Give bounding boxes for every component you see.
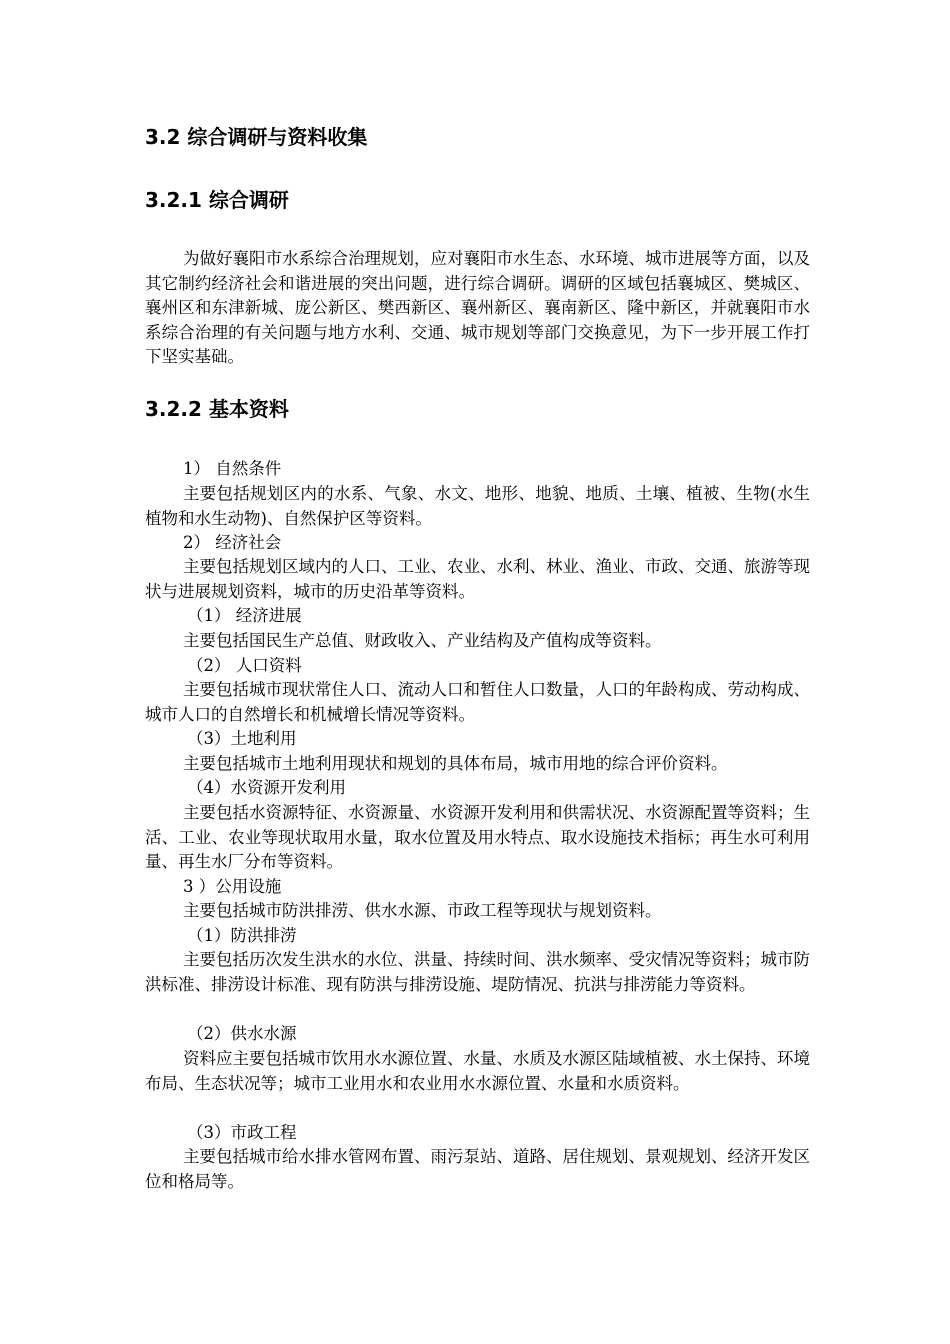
item-label: （1）防洪排涝 [187, 926, 297, 945]
item-text: 主要包括城市防洪排涝、供水水源、市政工程等现状与规划资料。 [183, 901, 662, 920]
subsection-heading-2: 3.2.2 基本资料 [145, 397, 289, 421]
section-heading: 3.2 综合调研与资料收集 [145, 125, 368, 149]
subsection-heading-1: 3.2.1 综合调研 [145, 188, 289, 212]
survey-paragraph: 为做好襄阳市水系综合治理规划，应对襄阳市水生态、水环境、城市进展等方面，以及其它制约经济社会和谐进展的突出问题，进行综合调研。调研的区域包括襄城区、樊城区、襄州区和东津新城、庞公新区、樊西新区、襄州新区、襄南新区、隆中新区，并就襄阳市水系综合治理的有关问题与地方水利、交通、城市规划等部门交换意见，为下一步开展工作打下坚实基础。 [145, 249, 810, 366]
item-text: 主要包括城市现状常住人口、流动人口和暂住人口数量，人口的年龄构成、劳动构成、城市人口的自然增长和机械增长情况等资料。 [145, 680, 810, 724]
item-text: 主要包括规划区域内的人口、工业、农业、水利、林业、渔业、市政、交通、旅游等现状与进展规划资料，城市的历史沿革等资料。 [145, 557, 810, 601]
item-label: （2）供水水源 [187, 1024, 297, 1043]
item-label: （3）土地利用 [187, 729, 297, 748]
item-text: 主要包括规划区内的水系、气象、水文、地形、地貌、地质、土壤、植被、生物(水生植物和水生动物)、自然保护区等资料。 [145, 484, 810, 528]
item-text: 主要包括历次发生洪水的水位、洪量、持续时间、洪水频率、受灾情况等资料；城市防洪标准、排涝设计标准、现有防洪与排涝设施、堤防情况、抗洪与排涝能力等资料。 [145, 950, 810, 994]
item-label: （3）市政工程 [187, 1123, 297, 1142]
item-label: 1） 自然条件 [183, 459, 282, 478]
item-text: 主要包括城市土地利用现状和规划的具体布局，城市用地的综合评价资料。 [183, 754, 728, 773]
item-text: 主要包括水资源特征、水资源量、水资源开发利用和供需状况、水资源配置等资料；生活、工业、农业等现状取用水量，取水位置及用水特点、取水设施技术指标；再生水可利用量、再生水厂分布等资料。 [145, 803, 810, 871]
item-text: 主要包括城市给水排水管网布置、雨污泵站、道路、居住规划、景观规划、经济开发区位和格局等。 [145, 1147, 810, 1191]
item-text: 资料应主要包括城市饮用水水源位置、水量、水质及水源区陆域植被、水土保持、环境布局、生态状况等；城市工业用水和农业用水水源位置、水量和水质资料。 [145, 1049, 810, 1093]
item-text: 主要包括国民生产总值、财政收入、产业结构及产值构成等资料。 [183, 631, 662, 650]
item-label: 2） 经济社会 [183, 533, 282, 552]
item-label: 3 ）公用设施 [183, 877, 282, 896]
item-label: （1） 经济进展 [187, 606, 302, 625]
item-label: （2） 人口资料 [187, 656, 302, 675]
item-label: （4）水资源开发利用 [187, 778, 346, 797]
